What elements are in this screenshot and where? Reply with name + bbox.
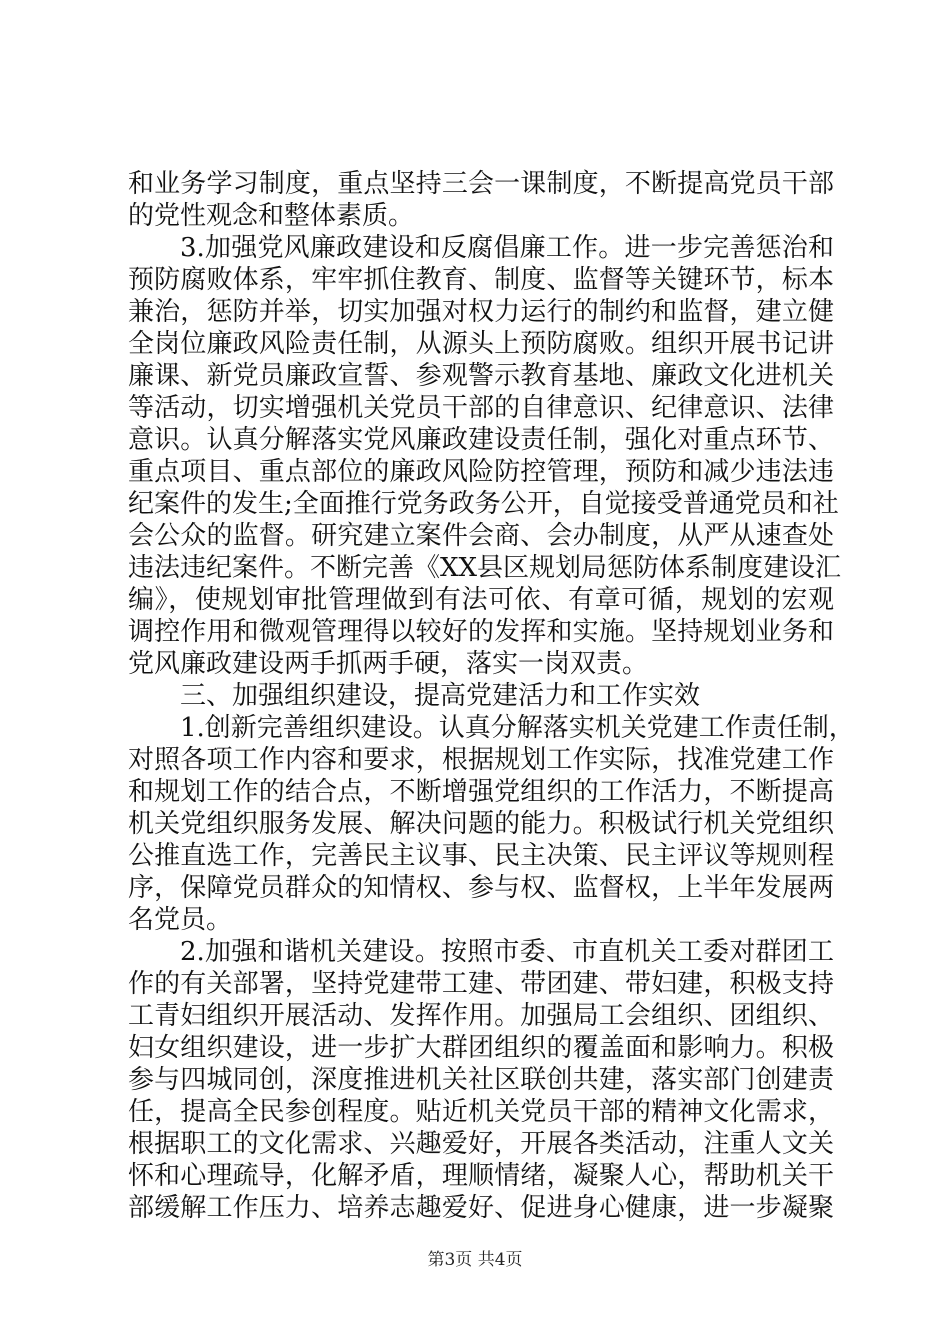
text-line: 工青妇组织开展活动、发挥作用。加强局工会组织、团组织、	[128, 1001, 834, 1031]
text-line: 公推直选工作，完善民主议事、民主决策、民主评议等规则程	[128, 841, 834, 871]
text-line: 会公众的监督。研究建立案件会商、会办制度，从严从速查处	[128, 521, 834, 551]
text-line: 参与四城同创，深度推进机关社区联创共建，落实部门创建责	[128, 1065, 834, 1095]
text-line: 怀和心理疏导，化解矛盾，理顺情绪，凝聚人心，帮助机关干	[128, 1161, 834, 1191]
text-line: 的党性观念和整体素质。	[128, 201, 415, 231]
text-line: 机关党组织服务发展、解决问题的能力。积极试行机关党组织	[128, 809, 834, 839]
text-line: 预防腐败体系，牢牢抓住教育、制度、监督等关键环节，标本	[128, 265, 834, 295]
text-line: 全岗位廉政风险责任制，从源头上预防腐败。组织开展书记讲	[128, 329, 834, 359]
text-line: 纪案件的发生;全面推行党务政务公开，自觉接受普通党员和社	[128, 489, 839, 519]
text-line: 1.创新完善组织建设。认真分解落实机关党建工作责任制，	[180, 713, 855, 743]
text-line: 和规划工作的结合点，不断增强党组织的工作活力，不断提高	[128, 777, 834, 807]
text-line: 部缓解工作压力、培养志趣爱好、促进身心健康，进一步凝聚	[128, 1193, 834, 1223]
text-line: 和业务学习制度，重点坚持三会一课制度，不断提高党员干部	[128, 169, 834, 199]
text-line: 3.加强党风廉政建设和反腐倡廉工作。进一步完善惩治和	[180, 233, 834, 263]
text-line: 作的有关部署，坚持党建带工建、带团建、带妇建，积极支持	[128, 969, 834, 999]
text-line: 等活动，切实增强机关党员干部的自律意识、纪律意识、法律	[128, 393, 834, 423]
text-line: 违法违纪案件。不断完善《XX县区规划局惩防体系制度建设汇	[128, 553, 842, 583]
text-line: 党风廉政建设两手抓两手硬，落实一岗双责。	[128, 649, 649, 679]
text-line: 重点项目、重点部位的廉政风险防控管理，预防和减少违法违	[128, 457, 834, 487]
text-line: 2.加强和谐机关建设。按照市委、市直机关工委对群团工	[180, 937, 834, 967]
text-line: 根据职工的文化需求、兴趣爱好，开展各类活动，注重人文关	[128, 1129, 834, 1159]
text-line: 廉课、新党员廉政宣誓、参观警示教育基地、廉政文化进机关	[128, 361, 834, 391]
text-line: 调控作用和微观管理得以较好的发挥和实施。坚持规划业务和	[128, 617, 834, 647]
document-body	[128, 168, 855, 1224]
text-line: 序，保障党员群众的知情权、参与权、监督权，上半年发展两	[128, 873, 834, 903]
text-line: 三、加强组织建设，提高党建活力和工作实效	[180, 681, 701, 711]
page-footer: 第3页 共4页	[427, 1250, 523, 1270]
text-line: 任，提高全民参创程度。贴近机关党员干部的精神文化需求，	[128, 1097, 834, 1127]
text-line: 妇女组织建设，进一步扩大群团组织的覆盖面和影响力。积极	[128, 1033, 834, 1063]
text-line: 编》，使规划审批管理做到有法可依、有章可循，规划的宏观	[128, 585, 834, 615]
text-line: 对照各项工作内容和要求，根据规划工作实际，找准党建工作	[128, 745, 834, 775]
text-line: 名党员。	[128, 905, 233, 935]
text-line: 兼治，惩防并举，切实加强对权力运行的制约和监督，建立健	[128, 297, 834, 327]
text-line: 意识。认真分解落实党风廉政建设责任制，强化对重点环节、	[128, 425, 834, 455]
